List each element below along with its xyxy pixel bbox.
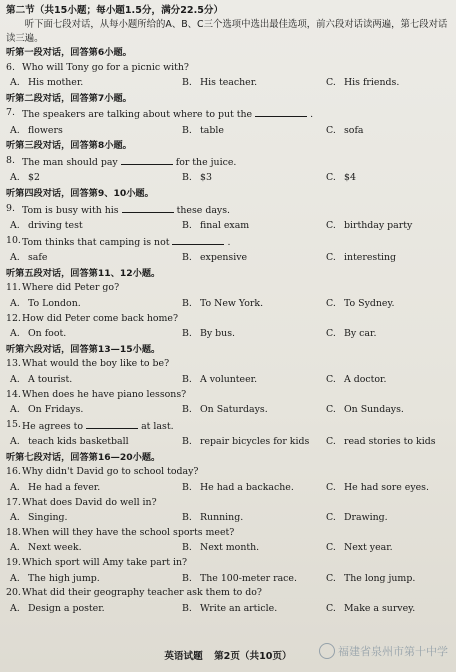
question-number: 16. (6, 466, 21, 478)
section-title: 第二节（共15小题；每小题1.5分，满分22.5分） (6, 5, 224, 16)
question-group (6, 45, 450, 91)
dialogue-label: 听第四段对话，回答第9、10小题。 (6, 188, 154, 200)
section-instructions: 听下面七段对话，从每小题所给的A、B、C三个选项中选出最佳选项，前六段对话读两遍，第七段对话读三遍。 (6, 19, 448, 44)
question-stem (22, 526, 450, 541)
option-letter: C. (326, 602, 336, 614)
option-letter: B. (182, 512, 192, 524)
question-stem (22, 61, 450, 76)
option-letter: A. (10, 436, 20, 448)
option-text: Running. (200, 512, 244, 524)
question (6, 388, 450, 403)
option-text: expensive (200, 252, 248, 264)
option-letter: C. (326, 404, 336, 416)
option-letter: C. (326, 572, 336, 584)
question-number: 18. (6, 526, 21, 538)
option-b (182, 402, 326, 418)
option-text: The long jump. (344, 572, 416, 584)
option-letter: B. (182, 220, 192, 232)
question-text: What did their geography teacher ask them to do? (22, 587, 262, 599)
option-b (182, 296, 326, 312)
option-a (6, 326, 182, 342)
question-text: Why didn't David go to school today? (22, 466, 199, 478)
option-row (6, 123, 450, 139)
option-row (6, 296, 450, 312)
question-text: He agrees to (22, 420, 84, 432)
option-b (182, 540, 326, 556)
option-letter: A. (10, 172, 20, 184)
option-row (6, 480, 450, 496)
option-row (6, 326, 450, 342)
question-stem (22, 154, 450, 171)
question (6, 357, 450, 372)
option-text: Drawing. (344, 512, 388, 524)
answer-blank (255, 106, 307, 117)
question (6, 312, 450, 327)
question-stem (22, 281, 450, 296)
dialogue-label: 听第三段对话，回答第8小题。 (6, 140, 132, 152)
watermark-text: 福建省泉州市第十中学 (338, 645, 448, 658)
option-a (6, 170, 182, 186)
option-letter: C. (326, 172, 336, 184)
question (6, 202, 450, 219)
option-b (182, 480, 326, 496)
option-a (6, 402, 182, 418)
footer-page: 第2页（共10页） (214, 651, 292, 662)
option-text: sofa (344, 124, 364, 136)
question-text: When will they have the school sports meet? (22, 526, 235, 538)
option-letter: B. (182, 124, 192, 136)
option-letter: A. (10, 220, 20, 232)
dialogue-label: 听第五段对话，回答第11、12小题。 (6, 267, 161, 279)
option-letter: A. (10, 481, 20, 493)
option-c (326, 75, 399, 91)
question-stem (22, 465, 450, 480)
option-a (6, 250, 182, 266)
option-row (6, 601, 450, 617)
option-letter: A. (10, 252, 20, 264)
dialogue-label: 听第六段对话，回答第13—15小题。 (6, 343, 161, 355)
question (6, 526, 450, 541)
option-text: final exam (200, 220, 250, 232)
question-text-end: these days. (176, 204, 230, 216)
question-group (6, 138, 450, 186)
footer-subject: 英语试题 (164, 651, 203, 662)
option-letter: A. (10, 572, 20, 584)
question-text: The speakers are talking about where to put the (22, 109, 253, 121)
question-stem (22, 496, 450, 511)
question-stem (22, 357, 450, 372)
option-c (326, 402, 404, 418)
question-text: How did Peter come back home? (22, 312, 178, 324)
question-text: Who will Tony go for a picnic with? (22, 61, 189, 73)
option-a (6, 296, 182, 312)
question-text: When does he have piano lessons? (22, 388, 187, 400)
option-text: Next month. (200, 542, 260, 554)
option-b (182, 601, 326, 617)
option-letter: B. (182, 252, 192, 264)
option-text: The high jump. (28, 572, 100, 584)
question-number: 11. (6, 282, 21, 294)
option-a (6, 123, 182, 139)
option-a (6, 372, 182, 388)
option-text: interesting (344, 252, 396, 264)
option-letter: C. (326, 77, 336, 89)
question-number: 6. (6, 61, 15, 73)
option-b (182, 434, 326, 450)
question-text-end: at last. (141, 420, 174, 432)
dialogue-label: 听第一段对话，回答第6小题。 (6, 47, 132, 58)
question-text: The man should pay (22, 156, 118, 168)
question-number: 17. (6, 496, 21, 508)
option-text: Next year. (344, 542, 393, 554)
option-text: He had a fever. (28, 481, 101, 493)
question-stem (22, 388, 450, 403)
option-text: table (200, 124, 224, 136)
option-letter: B. (182, 481, 192, 493)
question-stem (22, 418, 450, 435)
question-number: 10. (6, 234, 21, 246)
option-c (326, 434, 436, 450)
option-text: The 100-meter race. (200, 572, 297, 584)
option-c (326, 372, 387, 388)
option-text: His mother. (28, 77, 84, 89)
question-text: What would the boy like to be? (22, 358, 170, 370)
option-text: Next week. (28, 542, 82, 554)
wechat-logo-icon (319, 643, 335, 659)
option-text: Write an article. (200, 602, 278, 614)
option-a (6, 75, 182, 91)
option-letter: B. (182, 602, 192, 614)
question (6, 281, 450, 296)
question-text-end: . (227, 236, 231, 248)
question-text: Where did Peter go? (22, 282, 120, 294)
option-letter: C. (326, 373, 336, 385)
option-text: On Fridays. (28, 404, 84, 416)
question (6, 106, 450, 123)
answer-blank (122, 202, 174, 213)
option-text: He had a backache. (200, 481, 294, 493)
option-letter: A. (10, 373, 20, 385)
option-text: A volunteer. (200, 373, 258, 385)
option-text: To New York. (200, 298, 264, 310)
option-text: birthday party (344, 220, 413, 232)
option-text: $3 (200, 172, 212, 184)
option-letter: A. (10, 542, 20, 554)
question-number: 14. (6, 388, 21, 400)
option-c (326, 480, 429, 496)
option-letter: A. (10, 512, 20, 524)
option-letter: C. (326, 124, 336, 136)
question-group (6, 342, 450, 450)
option-text: Design a poster. (28, 602, 105, 614)
option-b (182, 218, 326, 234)
option-text: driving test (28, 220, 83, 232)
question-group (6, 91, 450, 139)
question-group (6, 266, 450, 342)
option-row (6, 75, 450, 91)
option-text: On Sundays. (344, 404, 404, 416)
option-b (182, 250, 326, 266)
option-letter: B. (182, 77, 192, 89)
option-text: $4 (344, 172, 356, 184)
question-text: Which sport will Amy take part in? (22, 556, 188, 568)
option-text: To Sydney. (344, 298, 395, 310)
option-b (182, 326, 326, 342)
option-letter: B. (182, 572, 192, 584)
option-text: A tourist. (28, 373, 73, 385)
option-c (326, 250, 396, 266)
option-letter: C. (326, 542, 336, 554)
question-text: Tom is busy with his (22, 204, 119, 216)
option-row (6, 250, 450, 266)
dialogue-label: 听第七段对话，回答第16—20小题。 (6, 451, 161, 463)
question (6, 61, 450, 76)
option-letter: B. (182, 172, 192, 184)
option-c (326, 218, 412, 234)
option-row (6, 510, 450, 526)
option-letter: C. (326, 481, 336, 493)
answer-blank (86, 418, 138, 429)
option-text: A doctor. (344, 373, 387, 385)
question-number: 20. (6, 587, 21, 599)
option-letter: B. (182, 436, 192, 448)
question-group (6, 450, 450, 616)
question-number: 15. (6, 418, 21, 430)
option-row (6, 434, 450, 450)
option-row (6, 372, 450, 388)
answer-blank (121, 154, 173, 165)
question-groups (6, 45, 450, 616)
question-group (6, 186, 450, 266)
option-text: Make a survey. (344, 602, 416, 614)
option-a (6, 571, 182, 587)
option-c (326, 571, 415, 587)
option-c (326, 510, 388, 526)
question-text-end: . (310, 109, 314, 121)
option-b (182, 123, 326, 139)
option-letter: C. (326, 512, 336, 524)
question (6, 234, 450, 251)
question (6, 556, 450, 571)
answer-blank (172, 234, 224, 245)
option-a (6, 601, 182, 617)
option-letter: C. (326, 328, 336, 340)
question-stem (22, 312, 450, 327)
option-a (6, 540, 182, 556)
option-letter: A. (10, 328, 20, 340)
option-text: He had sore eyes. (344, 481, 429, 493)
option-b (182, 75, 326, 91)
question-stem (22, 586, 450, 601)
option-a (6, 510, 182, 526)
question-number: 12. (6, 312, 21, 324)
option-letter: C. (326, 436, 336, 448)
option-c (326, 540, 393, 556)
option-text: repair bicycles for kids (200, 436, 310, 448)
option-text: read stories to kids (344, 436, 436, 448)
option-letter: B. (182, 298, 192, 310)
option-text: His teacher. (200, 77, 258, 89)
option-letter: A. (10, 404, 20, 416)
option-row (6, 540, 450, 556)
option-text: To London. (28, 298, 81, 310)
question (6, 154, 450, 171)
option-letter: B. (182, 542, 192, 554)
question-text: Tom thinks that camping is not (22, 236, 170, 248)
option-text: teach kids basketball (28, 436, 129, 448)
question (6, 418, 450, 435)
option-row (6, 170, 450, 186)
question (6, 586, 450, 601)
option-c (326, 123, 364, 139)
option-a (6, 480, 182, 496)
option-letter: C. (326, 298, 336, 310)
option-letter: C. (326, 220, 336, 232)
question-text-end: for the juice. (175, 156, 237, 168)
option-letter: C. (326, 252, 336, 264)
option-c (326, 296, 394, 312)
question-number: 13. (6, 358, 21, 370)
option-c (326, 601, 415, 617)
option-text: By bus. (200, 328, 235, 340)
option-text: flowers (28, 124, 63, 136)
question-stem (22, 234, 450, 251)
watermark (319, 643, 448, 659)
option-c (326, 326, 376, 342)
dialogue-label: 听第二段对话，回答第7小题。 (6, 92, 132, 104)
option-row (6, 402, 450, 418)
option-text: His friends. (344, 77, 400, 89)
question-number: 9. (6, 202, 15, 214)
exam-content (6, 4, 450, 616)
option-b (182, 510, 326, 526)
option-c (326, 170, 356, 186)
option-b (182, 372, 326, 388)
question-stem (22, 556, 450, 571)
question-stem (22, 106, 450, 123)
question-number: 7. (6, 107, 15, 119)
option-b (182, 170, 326, 186)
option-text: On foot. (28, 328, 67, 340)
option-letter: B. (182, 373, 192, 385)
option-text: Singing. (28, 512, 68, 524)
option-a (6, 218, 182, 234)
option-text: safe (28, 252, 48, 264)
option-row (6, 218, 450, 234)
question (6, 496, 450, 511)
option-letter: A. (10, 298, 20, 310)
question-number: 19. (6, 556, 21, 568)
question-stem (22, 202, 450, 219)
option-text: On Saturdays. (200, 404, 268, 416)
option-letter: A. (10, 602, 20, 614)
option-b (182, 571, 326, 587)
option-letter: B. (182, 328, 192, 340)
option-text: By car. (344, 328, 377, 340)
option-row (6, 571, 450, 587)
option-letter: B. (182, 404, 192, 416)
question (6, 465, 450, 480)
question-number: 8. (6, 154, 15, 166)
question-text: What does David do well in? (22, 496, 157, 508)
option-letter: A. (10, 77, 20, 89)
option-text: $2 (28, 172, 40, 184)
option-letter: A. (10, 124, 20, 136)
option-a (6, 434, 182, 450)
